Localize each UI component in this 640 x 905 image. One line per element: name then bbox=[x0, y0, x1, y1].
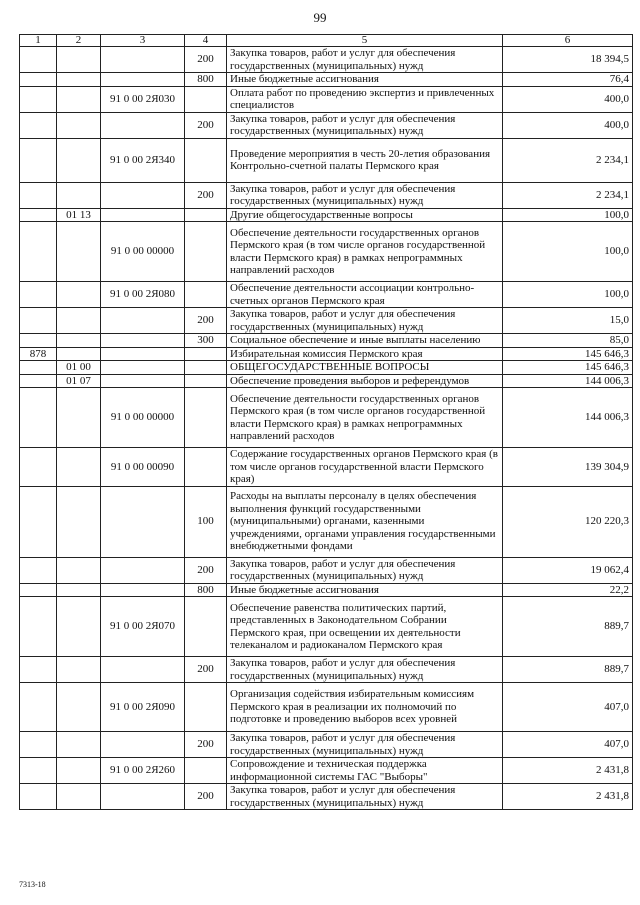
cell-section-code bbox=[57, 583, 101, 597]
cell-admin-code bbox=[20, 208, 57, 222]
cell-description: Иные бюджетные ассигнования bbox=[227, 583, 503, 597]
cell-description: Закупка товаров, работ и услуг для обеспечения государственных (муниципальных) нужд bbox=[227, 112, 503, 138]
cell-target-code: 91 0 00 2Я090 bbox=[101, 683, 185, 732]
cell-amount: 2 431,8 bbox=[503, 784, 633, 810]
cell-expense-type: 200 bbox=[185, 732, 227, 758]
cell-section-code bbox=[57, 222, 101, 282]
cell-target-code bbox=[101, 208, 185, 222]
cell-target-code bbox=[101, 732, 185, 758]
header-col-6: 6 bbox=[503, 35, 633, 47]
table-row bbox=[20, 683, 633, 732]
cell-admin-code bbox=[20, 138, 57, 182]
cell-amount: 120 220,3 bbox=[503, 486, 633, 557]
table-row bbox=[20, 486, 633, 557]
budget-table bbox=[19, 34, 633, 810]
cell-expense-type bbox=[185, 282, 227, 308]
cell-description: Обеспечение равенства политических партий, представленных в Законодательном Собрании Пермского края, при освещении их деятельности телеканалом и радиоканалом Пермского края bbox=[227, 597, 503, 657]
header-col-5: 5 bbox=[227, 35, 503, 47]
cell-target-code: 91 0 00 00000 bbox=[101, 222, 185, 282]
table-body bbox=[20, 47, 633, 810]
cell-amount: 100,0 bbox=[503, 208, 633, 222]
cell-section-code bbox=[57, 784, 101, 810]
cell-amount: 145 646,3 bbox=[503, 361, 633, 375]
cell-expense-type bbox=[185, 597, 227, 657]
cell-target-code bbox=[101, 112, 185, 138]
cell-admin-code bbox=[20, 112, 57, 138]
cell-section-code: 01 07 bbox=[57, 374, 101, 388]
table-row bbox=[20, 282, 633, 308]
cell-description: Проведение мероприятия в честь 20-летия образования Контрольно-счетной палаты Пермского края bbox=[227, 138, 503, 182]
cell-admin-code bbox=[20, 732, 57, 758]
table-header bbox=[20, 35, 633, 47]
cell-description: Закупка товаров, работ и услуг для обеспечения государственных (муниципальных) нужд bbox=[227, 308, 503, 334]
table-row bbox=[20, 347, 633, 361]
cell-admin-code bbox=[20, 784, 57, 810]
cell-description: Содержание государственных органов Пермского края (в том числе органов государственной власти Пермского края) bbox=[227, 448, 503, 487]
cell-description: Закупка товаров, работ и услуг для обеспечения государственных (муниципальных) нужд bbox=[227, 47, 503, 73]
cell-description: Социальное обеспечение и иные выплаты населению bbox=[227, 334, 503, 348]
cell-admin-code bbox=[20, 282, 57, 308]
cell-admin-code bbox=[20, 334, 57, 348]
cell-section-code bbox=[57, 334, 101, 348]
cell-expense-type bbox=[185, 374, 227, 388]
cell-amount: 19 062,4 bbox=[503, 557, 633, 583]
cell-description: Закупка товаров, работ и услуг для обеспечения государственных (муниципальных) нужд bbox=[227, 732, 503, 758]
cell-section-code bbox=[57, 112, 101, 138]
cell-section-code bbox=[57, 557, 101, 583]
cell-expense-type: 800 bbox=[185, 583, 227, 597]
cell-admin-code bbox=[20, 583, 57, 597]
cell-section-code bbox=[57, 683, 101, 732]
cell-section-code bbox=[57, 138, 101, 182]
cell-section-code: 01 00 bbox=[57, 361, 101, 375]
header-col-4: 4 bbox=[185, 35, 227, 47]
cell-section-code bbox=[57, 657, 101, 683]
table-row bbox=[20, 47, 633, 73]
cell-target-code bbox=[101, 182, 185, 208]
cell-target-code bbox=[101, 347, 185, 361]
cell-admin-code bbox=[20, 73, 57, 87]
cell-amount: 145 646,3 bbox=[503, 347, 633, 361]
cell-expense-type: 100 bbox=[185, 486, 227, 557]
cell-section-code bbox=[57, 597, 101, 657]
table-row bbox=[20, 334, 633, 348]
cell-description: ОБЩЕГОСУДАРСТВЕННЫЕ ВОПРОСЫ bbox=[227, 361, 503, 375]
cell-admin-code bbox=[20, 448, 57, 487]
cell-expense-type: 200 bbox=[185, 308, 227, 334]
table-row bbox=[20, 448, 633, 487]
table-row bbox=[20, 208, 633, 222]
cell-description: Оплата работ по проведению экспертиз и привлеченных специалистов bbox=[227, 86, 503, 112]
table-row bbox=[20, 222, 633, 282]
cell-description: Обеспечение деятельности государственных органов Пермского края (в том числе органов государственной власти Пермского края) в рамках непрограммных направлений расходов bbox=[227, 388, 503, 448]
cell-section-code bbox=[57, 732, 101, 758]
cell-description: Закупка товаров, работ и услуг для обеспечения государственных (муниципальных) нужд bbox=[227, 657, 503, 683]
cell-amount: 407,0 bbox=[503, 732, 633, 758]
cell-target-code bbox=[101, 583, 185, 597]
cell-admin-code bbox=[20, 308, 57, 334]
cell-section-code bbox=[57, 282, 101, 308]
cell-target-code: 91 0 00 2Я030 bbox=[101, 86, 185, 112]
cell-section-code bbox=[57, 448, 101, 487]
cell-expense-type: 800 bbox=[185, 73, 227, 87]
cell-admin-code bbox=[20, 657, 57, 683]
cell-expense-type: 200 bbox=[185, 784, 227, 810]
footer-code: 7313-18 bbox=[19, 880, 46, 889]
cell-admin-code bbox=[20, 683, 57, 732]
cell-section-code: 01 13 bbox=[57, 208, 101, 222]
cell-target-code: 91 0 00 2Я340 bbox=[101, 138, 185, 182]
cell-target-code bbox=[101, 374, 185, 388]
cell-amount: 2 234,1 bbox=[503, 138, 633, 182]
cell-admin-code bbox=[20, 597, 57, 657]
table-row bbox=[20, 583, 633, 597]
cell-expense-type bbox=[185, 448, 227, 487]
cell-amount: 144 006,3 bbox=[503, 388, 633, 448]
cell-expense-type bbox=[185, 222, 227, 282]
cell-target-code: 91 0 00 2Я080 bbox=[101, 282, 185, 308]
cell-admin-code bbox=[20, 557, 57, 583]
header-col-1: 1 bbox=[20, 35, 57, 47]
cell-target-code bbox=[101, 308, 185, 334]
cell-section-code bbox=[57, 486, 101, 557]
cell-target-code: 91 0 00 2Я070 bbox=[101, 597, 185, 657]
cell-admin-code bbox=[20, 486, 57, 557]
header-col-3: 3 bbox=[101, 35, 185, 47]
cell-amount: 18 394,5 bbox=[503, 47, 633, 73]
cell-description: Закупка товаров, работ и услуг для обеспечения государственных (муниципальных) нужд bbox=[227, 182, 503, 208]
cell-amount: 407,0 bbox=[503, 683, 633, 732]
cell-section-code bbox=[57, 347, 101, 361]
table-row bbox=[20, 86, 633, 112]
cell-admin-code bbox=[20, 86, 57, 112]
cell-admin-code bbox=[20, 374, 57, 388]
cell-expense-type: 200 bbox=[185, 47, 227, 73]
cell-section-code bbox=[57, 388, 101, 448]
cell-target-code bbox=[101, 486, 185, 557]
cell-description: Обеспечение проведения выборов и референдумов bbox=[227, 374, 503, 388]
cell-target-code bbox=[101, 784, 185, 810]
cell-description: Расходы на выплаты персоналу в целях обеспечения выполнения функций государственными (муниципальными) органами, казенными учреждениями, органами управления государственными внебюджетными фондами bbox=[227, 486, 503, 557]
cell-description: Организация содействия избирательным комиссиям Пермского края в реализации их полномочий по подготовке и проведению выборов всех уровней bbox=[227, 683, 503, 732]
cell-section-code bbox=[57, 758, 101, 784]
cell-target-code bbox=[101, 334, 185, 348]
cell-description: Закупка товаров, работ и услуг для обеспечения государственных (муниципальных) нужд bbox=[227, 557, 503, 583]
cell-expense-type: 200 bbox=[185, 112, 227, 138]
cell-expense-type bbox=[185, 86, 227, 112]
table-row bbox=[20, 758, 633, 784]
cell-target-code bbox=[101, 361, 185, 375]
cell-expense-type bbox=[185, 208, 227, 222]
header-col-2: 2 bbox=[57, 35, 101, 47]
cell-admin-code: 878 bbox=[20, 347, 57, 361]
cell-admin-code bbox=[20, 222, 57, 282]
cell-target-code: 91 0 00 00000 bbox=[101, 388, 185, 448]
cell-amount: 76,4 bbox=[503, 73, 633, 87]
cell-amount: 889,7 bbox=[503, 597, 633, 657]
cell-amount: 144 006,3 bbox=[503, 374, 633, 388]
cell-section-code bbox=[57, 73, 101, 87]
cell-expense-type: 300 bbox=[185, 334, 227, 348]
cell-description: Закупка товаров, работ и услуг для обеспечения государственных (муниципальных) нужд bbox=[227, 784, 503, 810]
table-row bbox=[20, 597, 633, 657]
cell-section-code bbox=[57, 86, 101, 112]
table-row bbox=[20, 732, 633, 758]
table-row bbox=[20, 657, 633, 683]
cell-admin-code bbox=[20, 388, 57, 448]
cell-expense-type bbox=[185, 138, 227, 182]
cell-expense-type: 200 bbox=[185, 657, 227, 683]
cell-description: Обеспечение деятельности ассоциации контрольно-счетных органов Пермского края bbox=[227, 282, 503, 308]
cell-amount: 100,0 bbox=[503, 282, 633, 308]
cell-expense-type bbox=[185, 758, 227, 784]
cell-admin-code bbox=[20, 47, 57, 73]
cell-expense-type: 200 bbox=[185, 557, 227, 583]
cell-amount: 15,0 bbox=[503, 308, 633, 334]
cell-target-code bbox=[101, 47, 185, 73]
cell-target-code bbox=[101, 557, 185, 583]
cell-amount: 2 234,1 bbox=[503, 182, 633, 208]
table-row bbox=[20, 73, 633, 87]
cell-amount: 889,7 bbox=[503, 657, 633, 683]
table-row bbox=[20, 308, 633, 334]
cell-description: Другие общегосударственные вопросы bbox=[227, 208, 503, 222]
cell-description: Избирательная комиссия Пермского края bbox=[227, 347, 503, 361]
cell-amount: 400,0 bbox=[503, 86, 633, 112]
cell-expense-type bbox=[185, 388, 227, 448]
cell-description: Обеспечение деятельности государственных органов Пермского края (в том числе органов государственной власти Пермского края) в рамках непрограммных направлений расходов bbox=[227, 222, 503, 282]
table-row bbox=[20, 374, 633, 388]
page-number: 99 bbox=[313, 10, 327, 25]
cell-amount: 139 304,9 bbox=[503, 448, 633, 487]
cell-description: Сопровождение и техническая поддержка информационной системы ГАС "Выборы" bbox=[227, 758, 503, 784]
cell-section-code bbox=[57, 182, 101, 208]
cell-target-code bbox=[101, 73, 185, 87]
table-row bbox=[20, 182, 633, 208]
cell-admin-code bbox=[20, 758, 57, 784]
cell-amount: 2 431,8 bbox=[503, 758, 633, 784]
table-row bbox=[20, 388, 633, 448]
cell-target-code bbox=[101, 657, 185, 683]
cell-amount: 400,0 bbox=[503, 112, 633, 138]
cell-description: Иные бюджетные ассигнования bbox=[227, 73, 503, 87]
cell-expense-type bbox=[185, 361, 227, 375]
table-row bbox=[20, 138, 633, 182]
cell-expense-type bbox=[185, 683, 227, 732]
cell-target-code: 91 0 00 00090 bbox=[101, 448, 185, 487]
cell-section-code bbox=[57, 308, 101, 334]
cell-target-code: 91 0 00 2Я260 bbox=[101, 758, 185, 784]
cell-admin-code bbox=[20, 361, 57, 375]
table-row bbox=[20, 361, 633, 375]
cell-expense-type: 200 bbox=[185, 182, 227, 208]
table-row bbox=[20, 557, 633, 583]
table-row bbox=[20, 784, 633, 810]
table-row bbox=[20, 112, 633, 138]
cell-section-code bbox=[57, 47, 101, 73]
cell-amount: 85,0 bbox=[503, 334, 633, 348]
cell-expense-type bbox=[185, 347, 227, 361]
cell-admin-code bbox=[20, 182, 57, 208]
cell-amount: 100,0 bbox=[503, 222, 633, 282]
cell-amount: 22,2 bbox=[503, 583, 633, 597]
header-row bbox=[20, 35, 633, 47]
